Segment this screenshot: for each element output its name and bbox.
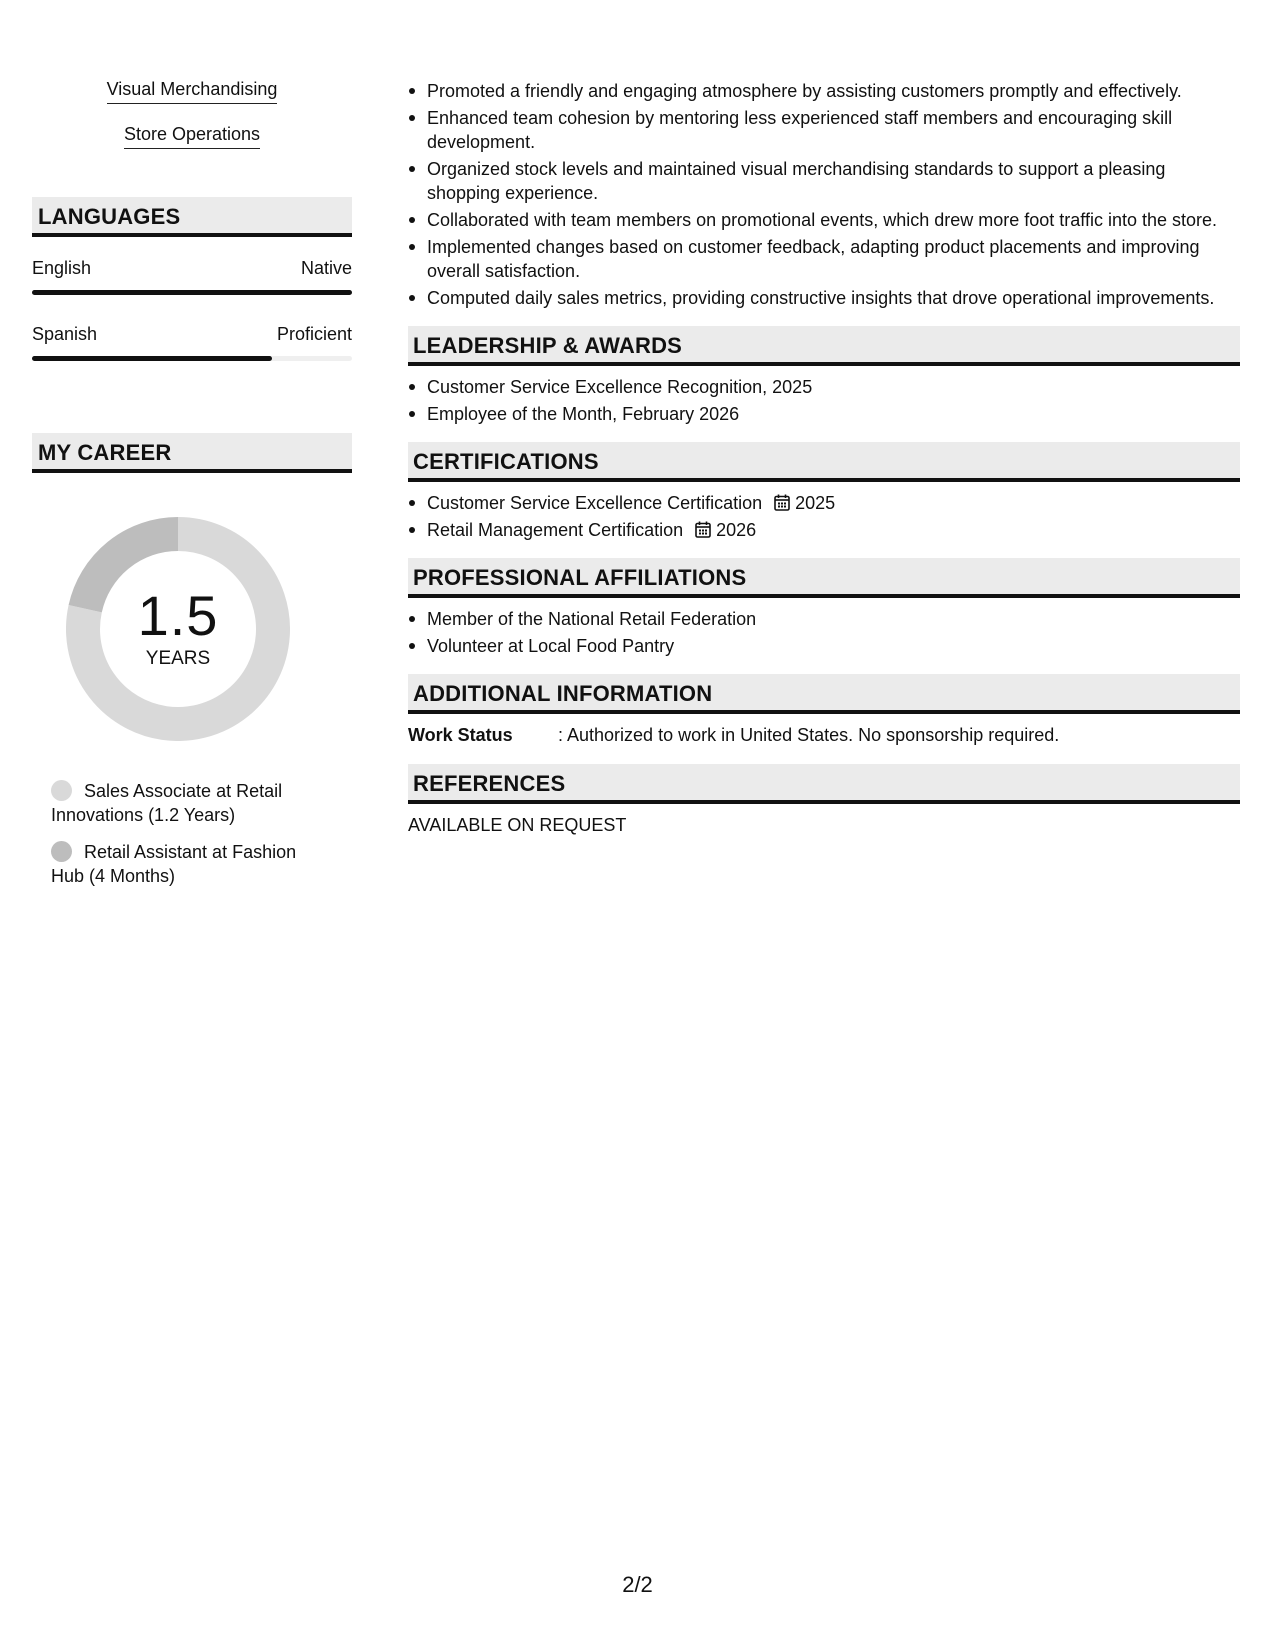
leadership-list <box>408 375 1240 426</box>
list-item: Organized stock levels and maintained visual merchandising standards to support a pleasing shopping experience. <box>408 157 1240 205</box>
list-item: Collaborated with team members on promotional events, which drew more foot traffic into the store. <box>408 208 1240 232</box>
affiliations-heading: PROFESSIONAL AFFILIATIONS <box>408 558 1240 598</box>
career-legend <box>51 779 321 888</box>
legend-item <box>51 840 321 888</box>
calendar-icon <box>774 494 790 511</box>
list-item: Customer Service Excellence Recognition, 2025 <box>408 375 1240 399</box>
certification-item <box>408 491 1240 515</box>
work-status-value: : Authorized to work in United States. No sponsorship required. <box>558 725 1060 745</box>
legend-label: Sales Associate at Retail Innovations (1.2 Years) <box>51 781 283 825</box>
legend-label: Retail Assistant at Fashion Hub (4 Months) <box>51 842 297 886</box>
list-item: Promoted a friendly and engaging atmosphere by assisting customers promptly and effectively. <box>408 79 1240 103</box>
language-bar-fill <box>32 290 352 295</box>
language-item <box>32 323 352 361</box>
list-item: Implemented changes based on customer feedback, adapting product placements and improving overall satisfaction. <box>408 235 1240 283</box>
left-column <box>32 78 352 901</box>
page-number: 2/2 <box>622 1572 653 1597</box>
certification-year: 2026 <box>716 520 757 540</box>
list-item: Employee of the Month, February 2026 <box>408 402 1240 426</box>
language-bar <box>32 356 352 361</box>
skill-item: Visual Merchandising <box>107 78 278 104</box>
language-bar <box>32 290 352 295</box>
work-status-row <box>408 723 1240 747</box>
calendar-icon <box>695 521 711 538</box>
experience-bullets <box>408 79 1240 310</box>
right-column <box>408 79 1240 837</box>
certification-item <box>408 518 1240 542</box>
certifications-list <box>408 491 1240 542</box>
list-item: Volunteer at Local Food Pantry <box>408 634 1240 658</box>
legend-item <box>51 779 321 827</box>
leadership-heading: LEADERSHIP & AWARDS <box>408 326 1240 366</box>
list-item: Member of the National Retail Federation <box>408 607 1240 631</box>
affiliations-list <box>408 607 1240 658</box>
language-bar-fill <box>32 356 272 361</box>
list-item: Enhanced team cohesion by mentoring less experienced staff members and encouraging skill development. <box>408 106 1240 154</box>
legend-dot <box>51 780 72 801</box>
legend-dot <box>51 841 72 862</box>
language-level: Proficient <box>276 324 352 344</box>
language-name: English <box>32 258 92 278</box>
language-level: Native <box>300 258 352 278</box>
references-text: AVAILABLE ON REQUEST <box>408 815 627 835</box>
career-donut-chart <box>66 517 290 741</box>
list-item: Computed daily sales metrics, providing constructive insights that drove operational improvements. <box>408 286 1240 310</box>
certification-name: Customer Service Excellence Certification <box>427 493 763 513</box>
career-total-unit: YEARS <box>145 648 211 669</box>
language-name: Spanish <box>32 324 98 344</box>
skill-item: Store Operations <box>124 123 260 149</box>
certification-name: Retail Management Certification <box>427 520 684 540</box>
certifications-heading: CERTIFICATIONS <box>408 442 1240 482</box>
certification-year: 2025 <box>795 493 836 513</box>
skills-list <box>32 78 352 168</box>
language-item <box>32 257 352 295</box>
additional-info-heading: ADDITIONAL INFORMATION <box>408 674 1240 714</box>
career-total-value: 1.5 <box>137 584 219 647</box>
references-heading: REFERENCES <box>408 764 1240 804</box>
languages-heading: LANGUAGES <box>32 197 352 237</box>
work-status-label: Work Status <box>408 725 513 745</box>
career-heading: MY CAREER <box>32 433 352 473</box>
